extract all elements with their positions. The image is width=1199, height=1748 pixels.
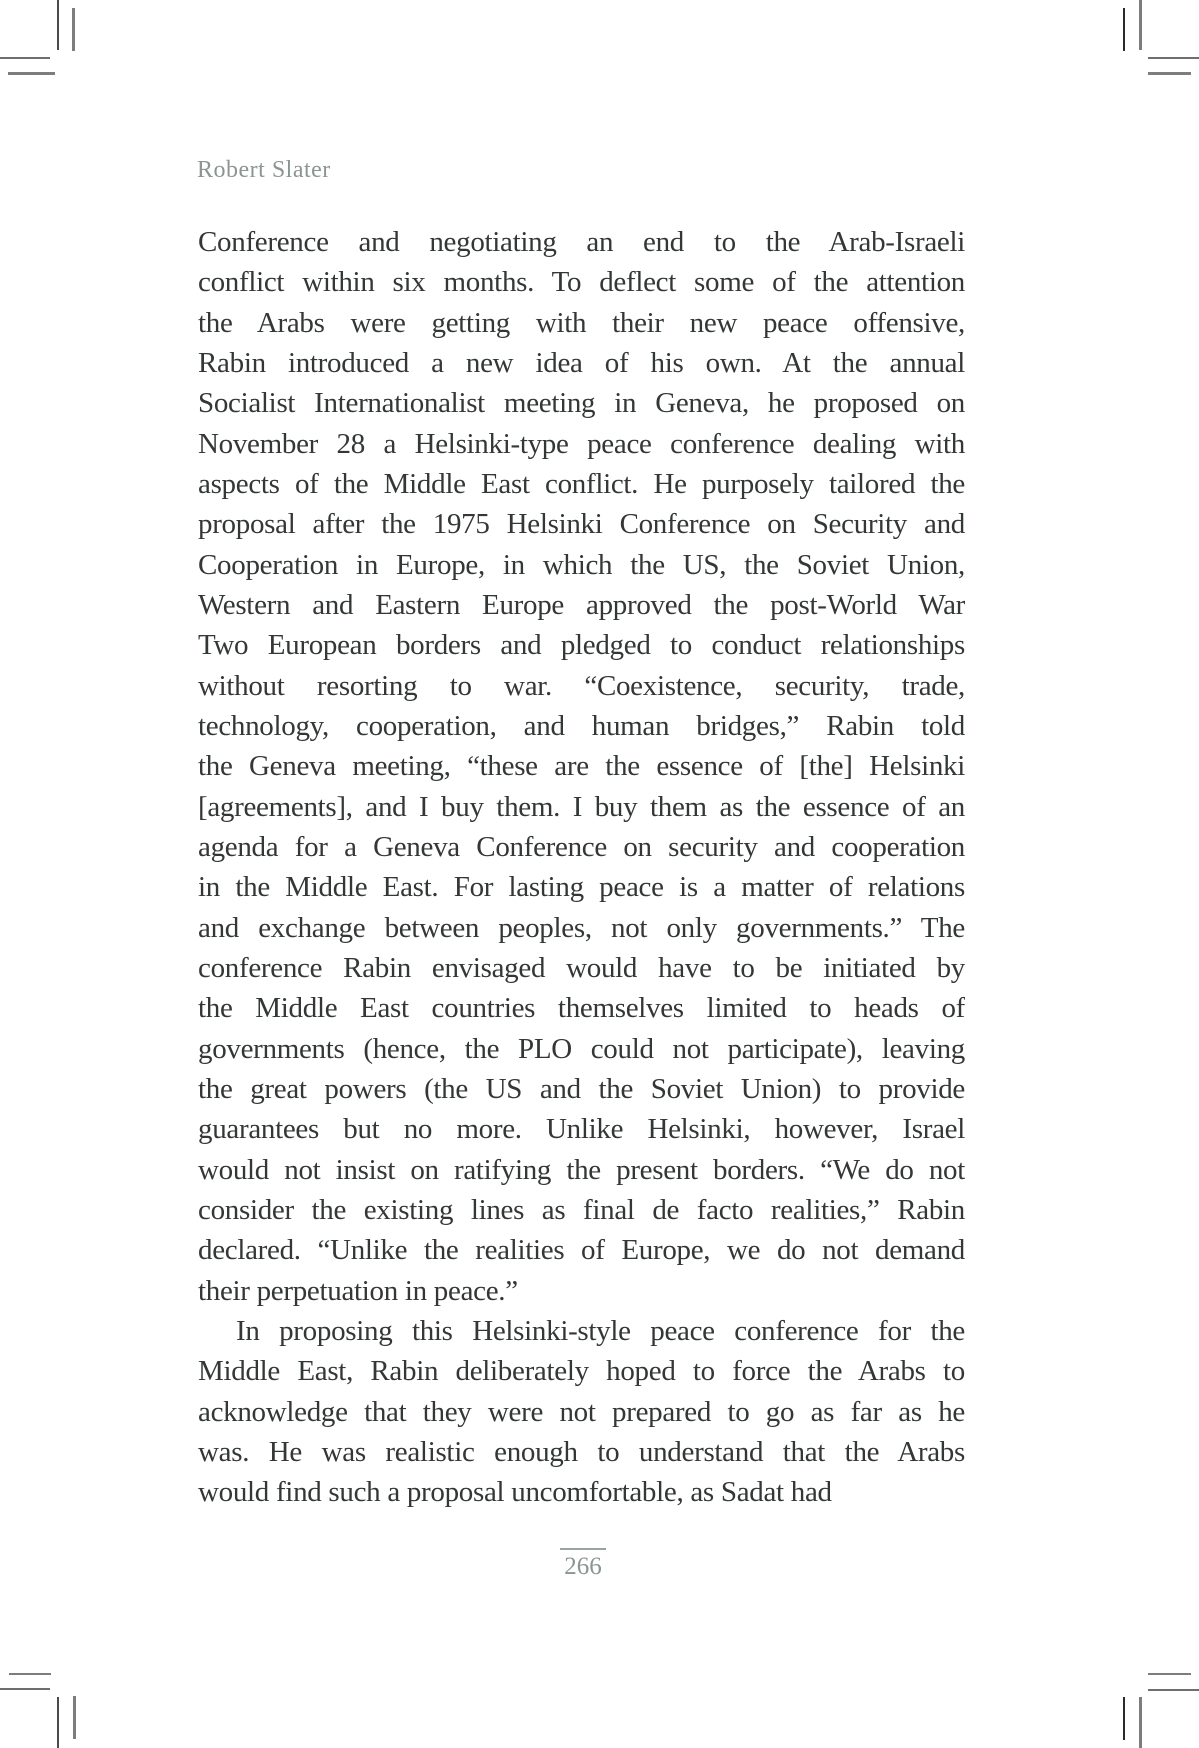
crop-mark: [1123, 8, 1125, 51]
text-line: would not insist on ratifying the present borders. “We do not: [198, 1153, 965, 1186]
page-number: 266: [564, 1553, 602, 1580]
text-line: aspects of the Middle East conflict. He purposely tailored the: [198, 467, 965, 500]
text-line: agenda for a Geneva Conference on security and cooperation: [198, 830, 965, 863]
crop-mark: [1123, 1697, 1125, 1740]
crop-mark: [9, 1673, 51, 1675]
crop-mark: [57, 1697, 59, 1748]
text-line: the great powers (the US and the Soviet Union) to provide: [198, 1072, 965, 1105]
text-line: In proposing this Helsinki-style peace conference for the: [236, 1314, 965, 1347]
text-line: the Geneva meeting, “these are the essence of [the] Helsinki: [198, 750, 965, 783]
crop-mark: [1148, 1673, 1191, 1675]
text-line: their perpetuation in peace.”: [198, 1274, 518, 1307]
text-line: Middle East, Rabin deliberately hoped to force the Arabs to: [198, 1355, 965, 1388]
running-header-author: Robert Slater: [197, 157, 331, 183]
crop-mark: [1148, 57, 1199, 59]
text-line: the Arabs were getting with their new peace offensive,: [198, 306, 965, 339]
folio-rule: [560, 1548, 606, 1550]
text-line: guarantees but no more. Unlike Helsinki, however, Israel: [198, 1113, 965, 1146]
text-line: Socialist Internationalist meeting in Geneva, he proposed on: [198, 387, 965, 420]
crop-mark: [1148, 72, 1191, 75]
text-line: would find such a proposal uncomfortable, as Sadat had: [198, 1476, 832, 1509]
text-line: and exchange between peoples, not only governments.” The: [198, 911, 965, 944]
text-line: in the Middle East. For lasting peace is a matter of relations: [198, 871, 965, 904]
text-line: governments (hence, the PLO could not participate), leaving: [198, 1032, 965, 1065]
text-line: November 28 a Helsinki-type peace conference dealing with: [198, 427, 965, 460]
page-footer: [540, 1548, 626, 1581]
crop-mark: [1139, 1697, 1142, 1748]
crop-mark: [0, 57, 50, 59]
crop-mark: [1148, 1689, 1199, 1691]
text-line: technology, cooperation, and human bridges,” Rabin told: [198, 709, 965, 742]
crop-mark: [1139, 0, 1142, 50]
text-line: Two European borders and pledged to conduct relationships: [198, 629, 965, 662]
text-line: without resorting to war. “Coexistence, security, trade,: [198, 669, 965, 702]
text-line: proposal after the 1975 Helsinki Conference on Security and: [198, 508, 965, 541]
body-text: [198, 222, 965, 1513]
text-line: Western and Eastern Europe approved the post-World War: [198, 588, 965, 621]
text-line: acknowledge that they were not prepared to go as far as he: [198, 1395, 965, 1428]
text-line: Cooperation in Europe, in which the US, the Soviet Union,: [198, 548, 965, 581]
text-line: the Middle East countries themselves limited to heads of: [198, 992, 965, 1025]
crop-mark: [0, 1688, 50, 1690]
text-line: [agreements], and I buy them. I buy them as the essence of an: [198, 790, 965, 823]
text-line: conference Rabin envisaged would have to be initiated by: [198, 951, 965, 984]
crop-mark: [73, 1696, 76, 1739]
crop-mark: [57, 0, 59, 50]
text-line: Rabin introduced a new idea of his own. At the annual: [198, 346, 965, 379]
text-line: Conference and negotiating an end to the Arab-Israeli: [198, 226, 965, 258]
text-line: declared. “Unlike the realities of Europe, we do not demand: [198, 1234, 965, 1267]
text-line: was. He was realistic enough to understand that the Arabs: [198, 1435, 965, 1468]
text-line: conflict within six months. To deflect some of the attention: [198, 266, 965, 299]
crop-mark: [72, 8, 75, 51]
crop-mark: [8, 72, 55, 75]
text-line: consider the existing lines as final de facto realities,” Rabin: [198, 1193, 965, 1226]
